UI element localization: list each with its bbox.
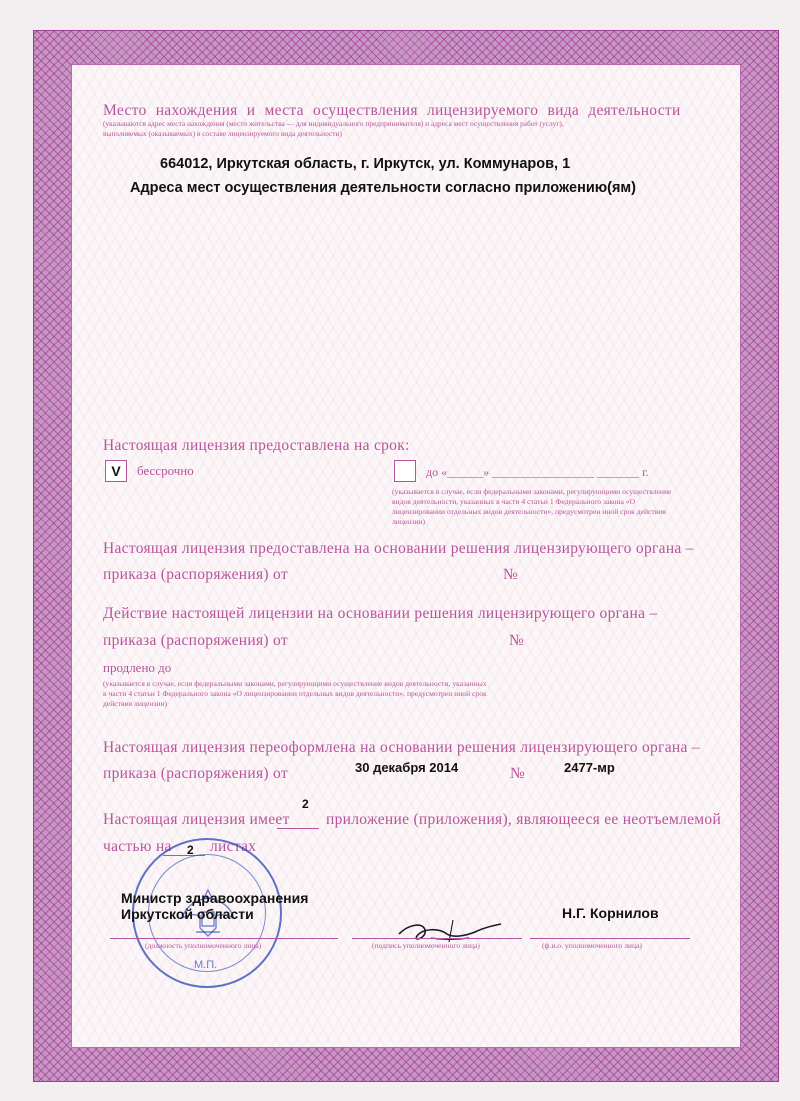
section-title-location: Место нахождения и места осуществления лицензируемого вида деятельности <box>103 102 681 119</box>
extension-number-sign: № <box>509 632 525 649</box>
location-note-line1: (указываются адрес места нахождения (место жительства — для индивидуального предпринимателя) и адреса мест осуществления работ (услуг), <box>103 119 564 128</box>
perpetual-label: бессрочно <box>137 463 194 478</box>
signer-position-line2: Иркутской области <box>121 906 254 922</box>
sheets-count: 2 <box>187 843 194 857</box>
sheets-suffix: листах <box>210 838 257 855</box>
signature-caption: (подпись уполномоченного лица) <box>372 941 480 950</box>
position-caption: (должность уполномоченного лица) <box>145 941 262 950</box>
signer-position-line1: Министр здравоохранения <box>121 890 309 906</box>
basis-order-label: приказа (распоряжения) от <box>103 566 288 583</box>
until-date-note: (указывается в случае, если федеральными законами, регулирующими осуществление видов деятельности, указанных в части 4 статьи 1 Федерального закона «О лицензировании отдельных видов деятельности», предусмотрен иной срок действия лицензии) <box>392 487 672 526</box>
reissue-order-date: 30 декабря 2014 <box>355 760 459 775</box>
appendix-prefix: Настоящая лицензия имеет <box>103 811 290 828</box>
until-date-label: до «______» _________________ _______ г. <box>426 465 649 479</box>
extended-until-label: продлено до <box>103 660 172 675</box>
reissue-order-number: 2477-мр <box>564 760 615 775</box>
location-note-line2: выполняемых (оказываемых) в составе лицензируемого вида деятельности) <box>103 129 342 138</box>
reissue-heading: Настоящая лицензия переоформлена на основании решения лицензирующего органа – <box>103 739 700 756</box>
signature-line <box>352 938 522 939</box>
term-heading: Настоящая лицензия предоставлена на срок: <box>103 437 410 454</box>
appendix-count-line <box>277 828 319 829</box>
address-main: 664012, Иркутская область, г. Иркутск, ул. Коммунаров, 1 <box>160 156 571 172</box>
position-line <box>110 938 338 939</box>
basis-number-sign: № <box>503 566 519 583</box>
stamp-mark: М.П. <box>194 959 218 971</box>
address-places: Адреса мест осуществления деятельности согласно приложению(ям) <box>130 180 636 196</box>
extension-note: (указывается в случае, если федеральными законами, регулирующими осуществление видов деятельности, указанных в части 4 статьи 1 Федерального закона «О лицензировании отдельных видов деятельности», предусмотрен иной срок действия лицензии) <box>103 679 487 708</box>
basis-heading: Настоящая лицензия предоставлена на основании решения лицензирующего органа – <box>103 540 694 557</box>
extension-order-label: приказа (распоряжения) от <box>103 632 288 649</box>
appendix-count: 2 <box>302 797 309 811</box>
checkbox-perpetual: V <box>105 460 127 482</box>
appendix-suffix: приложение (приложения), являющееся ее неотъемлемой <box>326 811 722 828</box>
name-caption: (ф.и.о. уполномоченного лица) <box>542 941 642 950</box>
checkbox-until-date <box>394 460 416 482</box>
name-line <box>530 938 690 939</box>
reissue-order-label: приказа (распоряжения) от <box>103 765 288 782</box>
extension-heading: Действие настоящей лицензии на основании решения лицензирующего органа – <box>103 605 658 622</box>
signer-name: Н.Г. Корнилов <box>562 905 659 921</box>
sheets-prefix: частью на <box>103 838 172 855</box>
reissue-number-sign: № <box>510 765 526 782</box>
